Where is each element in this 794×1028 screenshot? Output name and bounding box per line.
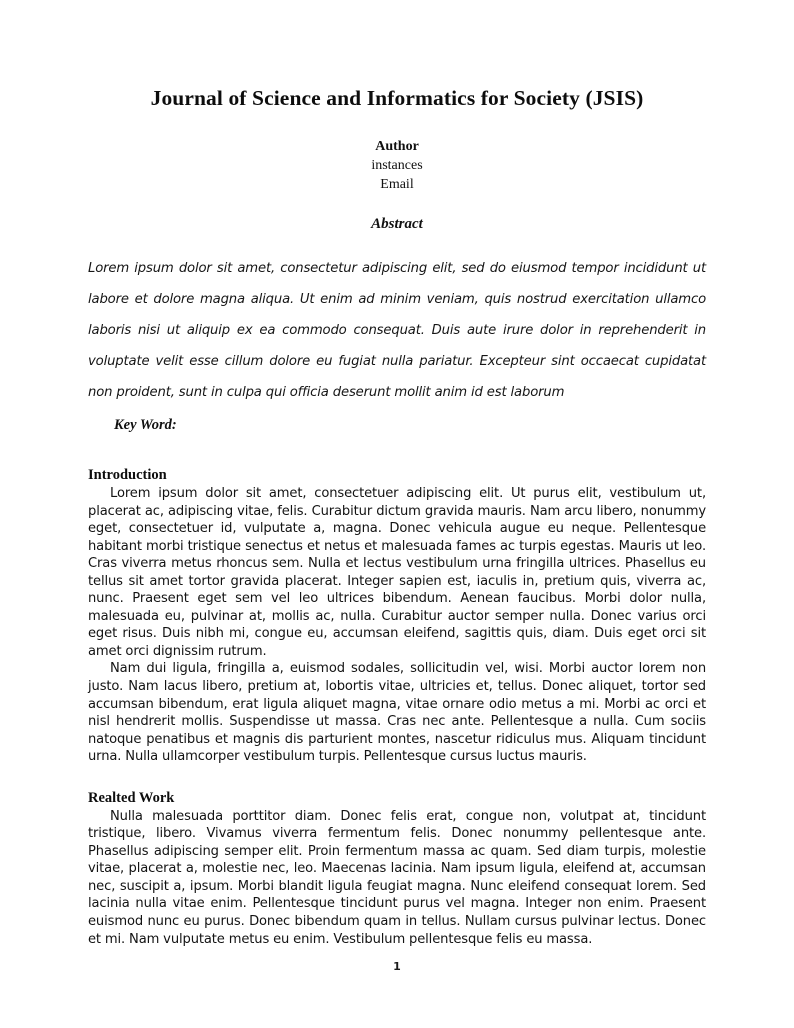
author-name: Author <box>375 139 419 154</box>
section-related-work <box>88 766 706 948</box>
author-email: Email <box>380 177 414 192</box>
author-affiliation: instances <box>371 158 423 173</box>
abstract-heading: Abstract <box>371 216 423 232</box>
paragraph: Lorem ipsum dolor sit amet, consectetuer adipiscing elit. Ut purus elit, vestibulum ut, placerat ac, adipiscing vitae, felis. Curabitur dictum gravida mauris. Nam arcu libero, nonummy eget, consectetuer id, vulputate a, magna. Donec vehicula augue eu neque. Pellentesque habitant morbi tristique senectus et netus et malesuada fames ac turpis egestas. Mauris ut leo. Cras viverra metus rhoncus sem. Nulla et lectus vestibulum urna fringilla ultrices. Phasellus eu tellus sit amet tortor gravida placerat. Integer sapien est, iaculis in, pretium quis, viverra ac, nunc. Praesent eget sem vel leo ultrices bibendum. Aenean faucibus. Morbi dolor nulla, malesuada eu, pulvinar at, mollis ac, nulla. Curabitur auctor semper nulla. Donec varius orci eget risus. Duis nibh mi, congue eu, accumsan eleifend, sagittis quis, diam. Duis eget orci sit amet orci dignissim rutrum. <box>88 486 706 659</box>
keywords-label: Key Word: <box>114 417 177 433</box>
page-title: Journal of Science and Informatics for Society (JSIS) <box>150 86 644 110</box>
paragraph: Nulla malesuada porttitor diam. Donec felis erat, congue non, volutpat at, tincidunt tristique, libero. Vivamus viverra fermentum felis. Donec nonummy pellentesque ante. Phasellus adipiscing semper elit. Proin fermentum massa ac quam. Sed diam turpis, molestie vitae, placerat a, molestie nec, leo. Maecenas lacinia. Nam ipsum ligula, eleifend at, accumsan nec, suscipit a, ipsum. Morbi blandit ligula feugiat magna. Nunc eleifend consequat lorem. Sed lacinia nulla vitae enim. Pellentesque tincidunt purus vel magna. Integer non enim. Praesent euismod nunc eu purus. Donec bibendum quam in tellus. Nullam cursus pulvinar lectus. Donec et mi. Nam vulputate metus eu enim. Vestibulum pellentesque felis eu massa. <box>88 808 706 947</box>
section-heading-introduction: Introduction <box>88 467 167 483</box>
page-content <box>88 0 706 948</box>
paragraph: Nam dui ligula, fringilla a, euismod sodales, sollicitudin vel, wisi. Morbi auctor lorem non justo. Nam lacus libero, pretium at, lobortis vitae, ultricies et, tellus. Donec aliquet, tortor sed accumsan bibendum, erat ligula aliquet magna, vitae ornare odio metus a mi. Morbi ac orci et nisl hendrerit mollis. Suspendisse ut massa. Cras nec ante. Pellentesque a nulla. Cum sociis natoque penatibus et magnis dis parturient montes, nascetur ridiculus mus. Aliquam tincidunt urna. Nulla ullamcorper vestibulum turpis. Pellentesque cursus luctus mauris. <box>88 661 706 765</box>
author-block <box>88 137 706 194</box>
page-number: 1 <box>393 960 401 973</box>
abstract-body: Lorem ipsum dolor sit amet, consectetur adipiscing elit, sed do eiusmod tempor incididunt ut labore et dolore magna aliqua. Ut enim ad minim veniam, quis nostrud exercitation ullamco laboris nisi ut aliquip ex ea commodo consequat. Duis aute irure dolor in reprehenderit in voluptate velit esse cillum dolore eu fugiat nulla pariatur. Excepteur sint occaecat cupidatat non proident, sunt in culpa qui officia deserunt mollit anim id est laborum <box>88 261 706 400</box>
section-heading-related-work: Realted Work <box>88 789 175 806</box>
section-introduction <box>88 435 706 766</box>
